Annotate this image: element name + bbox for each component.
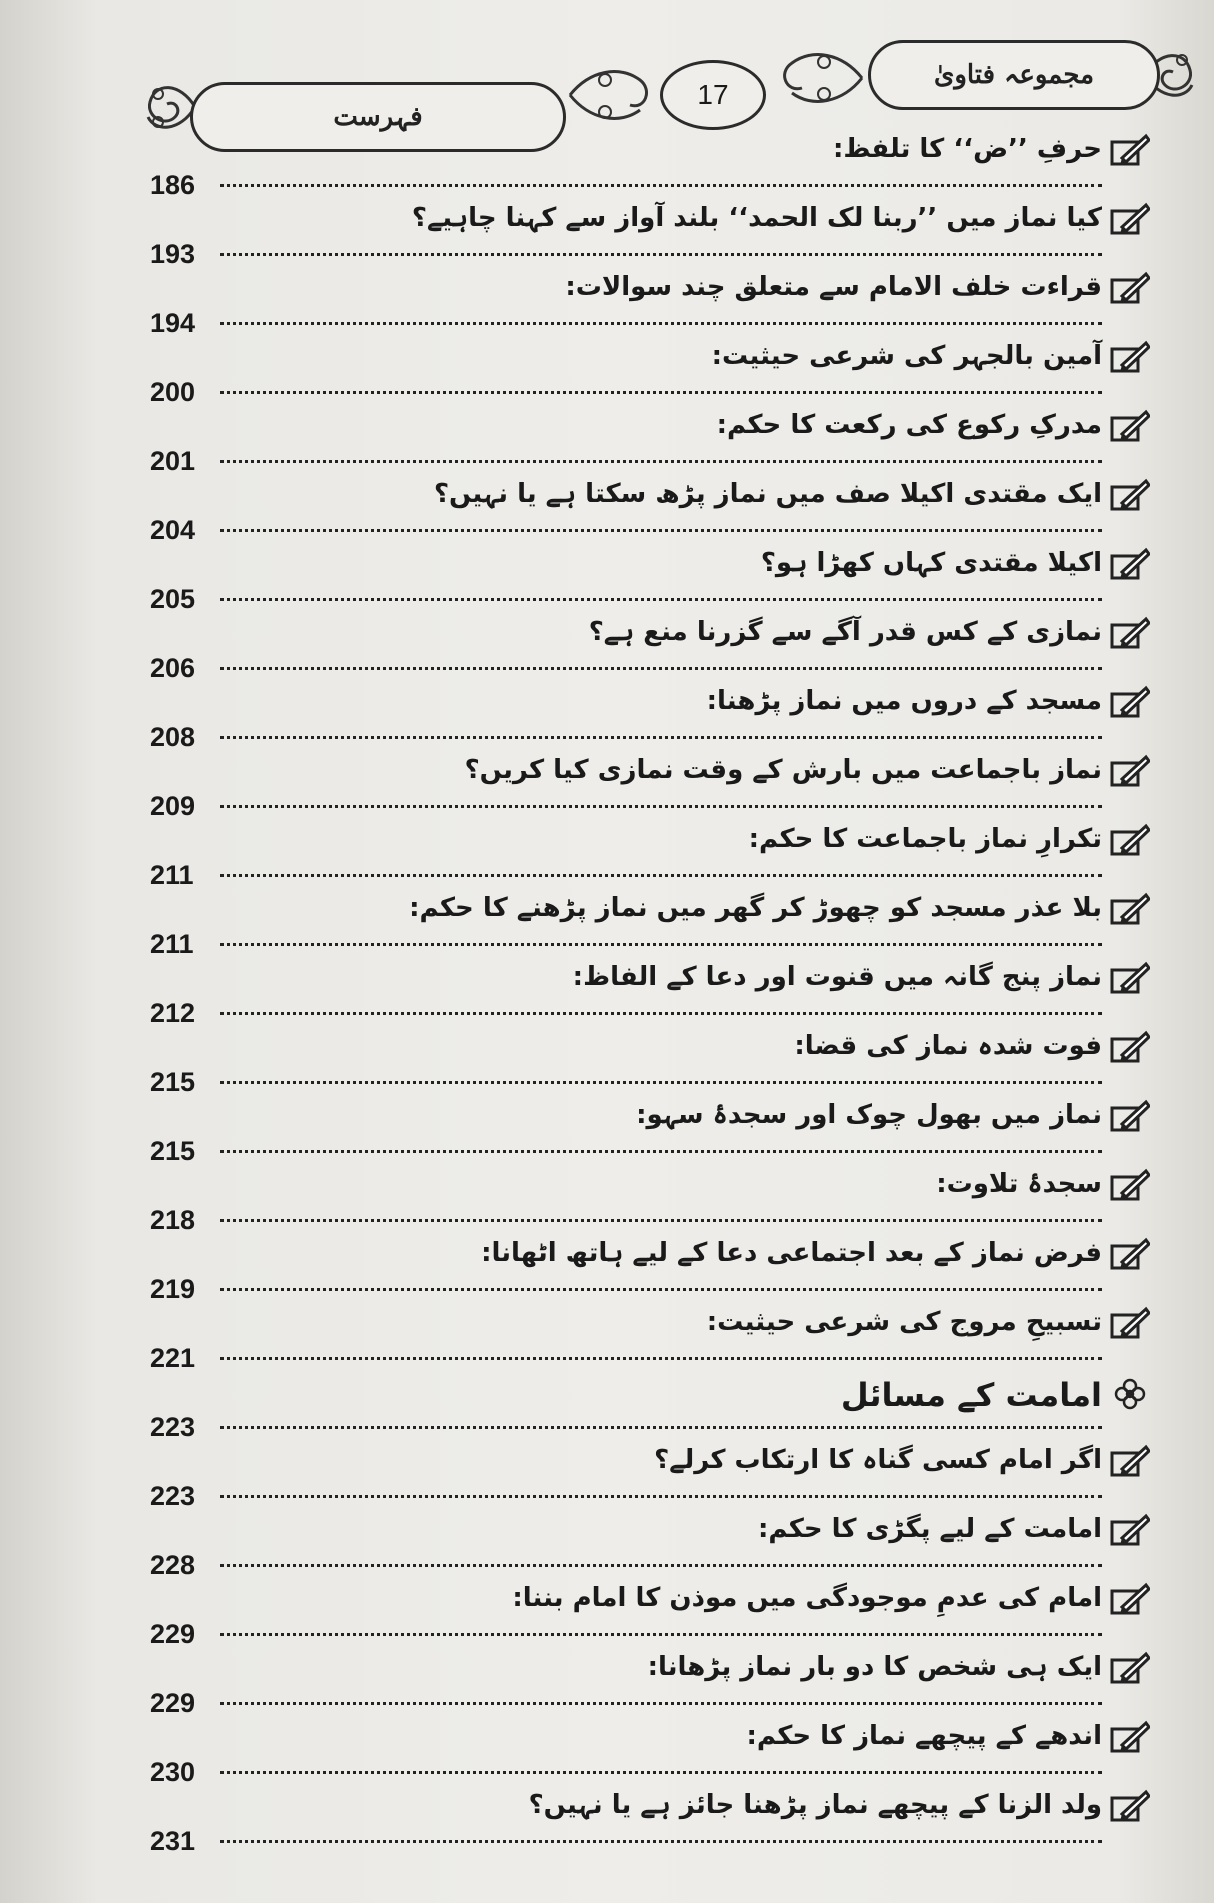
toc-entry-page: 231 [150,1826,196,1856]
toc-entry-page: 223 [150,1481,196,1511]
pen-icon [1108,1788,1150,1828]
toc-entry [150,132,1150,201]
toc-entry-page: 201 [150,446,196,476]
toc-section-heading [150,1374,1150,1443]
toc-entry [150,1443,1150,1512]
pen-icon [1108,753,1150,793]
toc-entry-title: امام کی عدمِ موجودگی میں موذن کا امام بننا: [512,1583,1102,1613]
leader-dots [220,598,1102,601]
toc-entry [150,201,1150,270]
pen-icon [1108,822,1150,862]
toc-entry-title: نماز باجماعت میں بارش کے وقت نمازی کیا کریں؟ [464,755,1102,785]
toc-entry [150,684,1150,753]
toc-entry-page: 212 [150,998,196,1028]
pen-icon [1108,132,1150,172]
pen-icon [1108,684,1150,724]
leader-dots [220,391,1102,394]
toc-entry-page: 228 [150,1550,196,1580]
toc-entry-title: ایک ہی شخص کا دو بار نماز پڑھانا: [647,1652,1102,1682]
middle-right-ornament-icon [762,38,867,118]
toc-entry-title: ولد الزنا کے پیچھے نماز پڑھنا جائز ہے یا نہیں؟ [528,1790,1102,1820]
pen-icon [1108,270,1150,310]
toc-entry-page: 230 [150,1757,196,1787]
pen-icon [1108,408,1150,448]
toc-entry-page: 193 [150,239,196,269]
toc-entry-page: 200 [150,377,196,407]
toc-entry-page: 219 [150,1274,196,1304]
toc-entry-title: اگر امام کسی گناہ کا ارتکاب کرلے؟ [654,1445,1102,1475]
toc-entry-page: 208 [150,722,196,752]
pen-icon [1108,960,1150,1000]
toc-entry-page: 221 [150,1343,196,1373]
pen-icon [1108,1029,1150,1069]
toc-entry-title: نماز پنج گانہ میں قنوت اور دعا کے الفاظ: [572,962,1102,992]
toc-entry [150,1305,1150,1374]
leader-dots [220,1288,1102,1291]
toc-entry-title: اکیلا مقتدی کہاں کھڑا ہو؟ [760,548,1102,578]
toc-entry-page: 209 [150,791,196,821]
pen-icon [1108,477,1150,517]
toc-entry-title: فوت شدہ نماز کی قضا: [794,1031,1102,1061]
leader-dots [220,1219,1102,1222]
toc-entry [150,270,1150,339]
toc-entry-title: سجدۂ تلاوت: [936,1169,1102,1199]
toc-entry-title: مدرکِ رکوع کی رکعت کا حکم: [716,410,1102,440]
leader-dots [220,1357,1102,1360]
toc-entry [150,477,1150,546]
toc-entry-page: 204 [150,515,196,545]
leader-dots [220,943,1102,946]
toc-entry-page: 223 [150,1412,196,1442]
book-title: مجموعہ فتاویٰ [868,40,1160,110]
leader-dots [220,805,1102,808]
section-title: فہرست [190,82,566,152]
toc-entry-title: فرض نماز کے بعد اجتماعی دعا کے لیے ہاتھ اٹھانا: [481,1238,1102,1268]
toc-entry-title: تکرارِ نماز باجماعت کا حکم: [748,824,1102,854]
toc-entry [150,822,1150,891]
toc-entry [150,960,1150,1029]
toc-entry-title: کیا نماز میں ’’ربنا لک الحمد‘‘ بلند آواز سے کہنا چاہیے؟ [411,203,1102,233]
toc-entry-title: نمازی کے کس قدر آگے سے گزرنا منع ہے؟ [588,617,1102,647]
toc-entry [150,891,1150,960]
leader-dots [220,1840,1102,1843]
leader-dots [220,1702,1102,1705]
pen-icon [1108,1167,1150,1207]
leader-dots [220,1633,1102,1636]
toc-entry [150,615,1150,684]
toc-entry-page: 186 [150,170,196,200]
toc-entry-title: مسجد کے دروں میں نماز پڑھنا: [706,686,1102,716]
leader-dots [220,460,1102,463]
leader-dots [220,1771,1102,1774]
toc-entry-page: 211 [150,860,194,890]
pen-icon [1108,1719,1150,1759]
toc-entry [150,1581,1150,1650]
toc-entry-title: تسبیحِ مروج کی شرعی حیثیت: [706,1307,1102,1337]
toc-entry-page: 218 [150,1205,196,1235]
pen-icon [1108,339,1150,379]
leader-dots [220,1012,1102,1015]
toc-entry-title: امامت کے مسائل [840,1376,1102,1414]
pen-icon [1108,1443,1150,1483]
pen-icon [1108,546,1150,586]
toc-entry-page: 229 [150,1619,196,1649]
toc-entry-page: 215 [150,1067,196,1097]
toc-entry-title: اندھے کے پیچھے نماز کا حکم: [746,1721,1102,1751]
toc-entry [150,1512,1150,1581]
toc-entry [150,1098,1150,1167]
pen-icon [1108,1098,1150,1138]
toc-entry [150,1719,1150,1788]
toc-entry-title: ایک مقتدی اکیلا صف میں نماز پڑھ سکتا ہے یا نہیں؟ [433,479,1102,509]
toc-entry [150,546,1150,615]
leader-dots [220,874,1102,877]
page-number: 17 [660,60,766,130]
pen-icon [1108,891,1150,931]
toc-entry-page: 206 [150,653,196,683]
leader-dots [220,184,1102,187]
leader-dots [220,529,1102,532]
leader-dots [220,1426,1102,1429]
pen-icon [1108,1236,1150,1276]
leader-dots [220,1150,1102,1153]
leader-dots [220,736,1102,739]
leader-dots [220,1564,1102,1567]
leader-dots [220,1081,1102,1084]
flower-icon [1114,1378,1146,1410]
toc-entry-title: امامت کے لیے پگڑی کا حکم: [757,1514,1102,1544]
table-of-contents [150,132,1150,1857]
toc-entry-title: بلا عذر مسجد کو چھوڑ کر گھر میں نماز پڑھنے کا حکم: [409,893,1102,923]
toc-entry [150,339,1150,408]
toc-entry [150,1029,1150,1098]
toc-entry [150,1650,1150,1719]
toc-entry [150,753,1150,822]
pen-icon [1108,1305,1150,1345]
leader-dots [220,667,1102,670]
toc-entry-page: 215 [150,1136,196,1166]
page-header [0,0,1214,150]
leader-dots [220,1495,1102,1498]
toc-entry-title: نماز میں بھول چوک اور سجدۂ سہو: [636,1100,1102,1130]
pen-icon [1108,615,1150,655]
middle-ornament-icon [565,50,660,140]
toc-entry-page: 194 [150,308,196,338]
pen-icon [1108,1581,1150,1621]
toc-entry [150,1788,1150,1857]
pen-icon [1108,1512,1150,1552]
toc-entry-page: 211 [150,929,194,959]
leader-dots [220,322,1102,325]
leader-dots [220,253,1102,256]
pen-icon [1108,201,1150,241]
toc-entry-page: 229 [150,1688,196,1718]
toc-entry-title: حرفِ ’’ض‘‘ کا تلفظ: [833,134,1102,164]
toc-entry [150,1236,1150,1305]
toc-entry-page: 205 [150,584,196,614]
toc-entry-title: قراءت خلف الامام سے متعلق چند سوالات: [565,272,1102,302]
toc-entry [150,408,1150,477]
toc-entry-title: آمین بالجہر کی شرعی حیثیت: [711,341,1102,371]
toc-entry [150,1167,1150,1236]
pen-icon [1108,1650,1150,1690]
